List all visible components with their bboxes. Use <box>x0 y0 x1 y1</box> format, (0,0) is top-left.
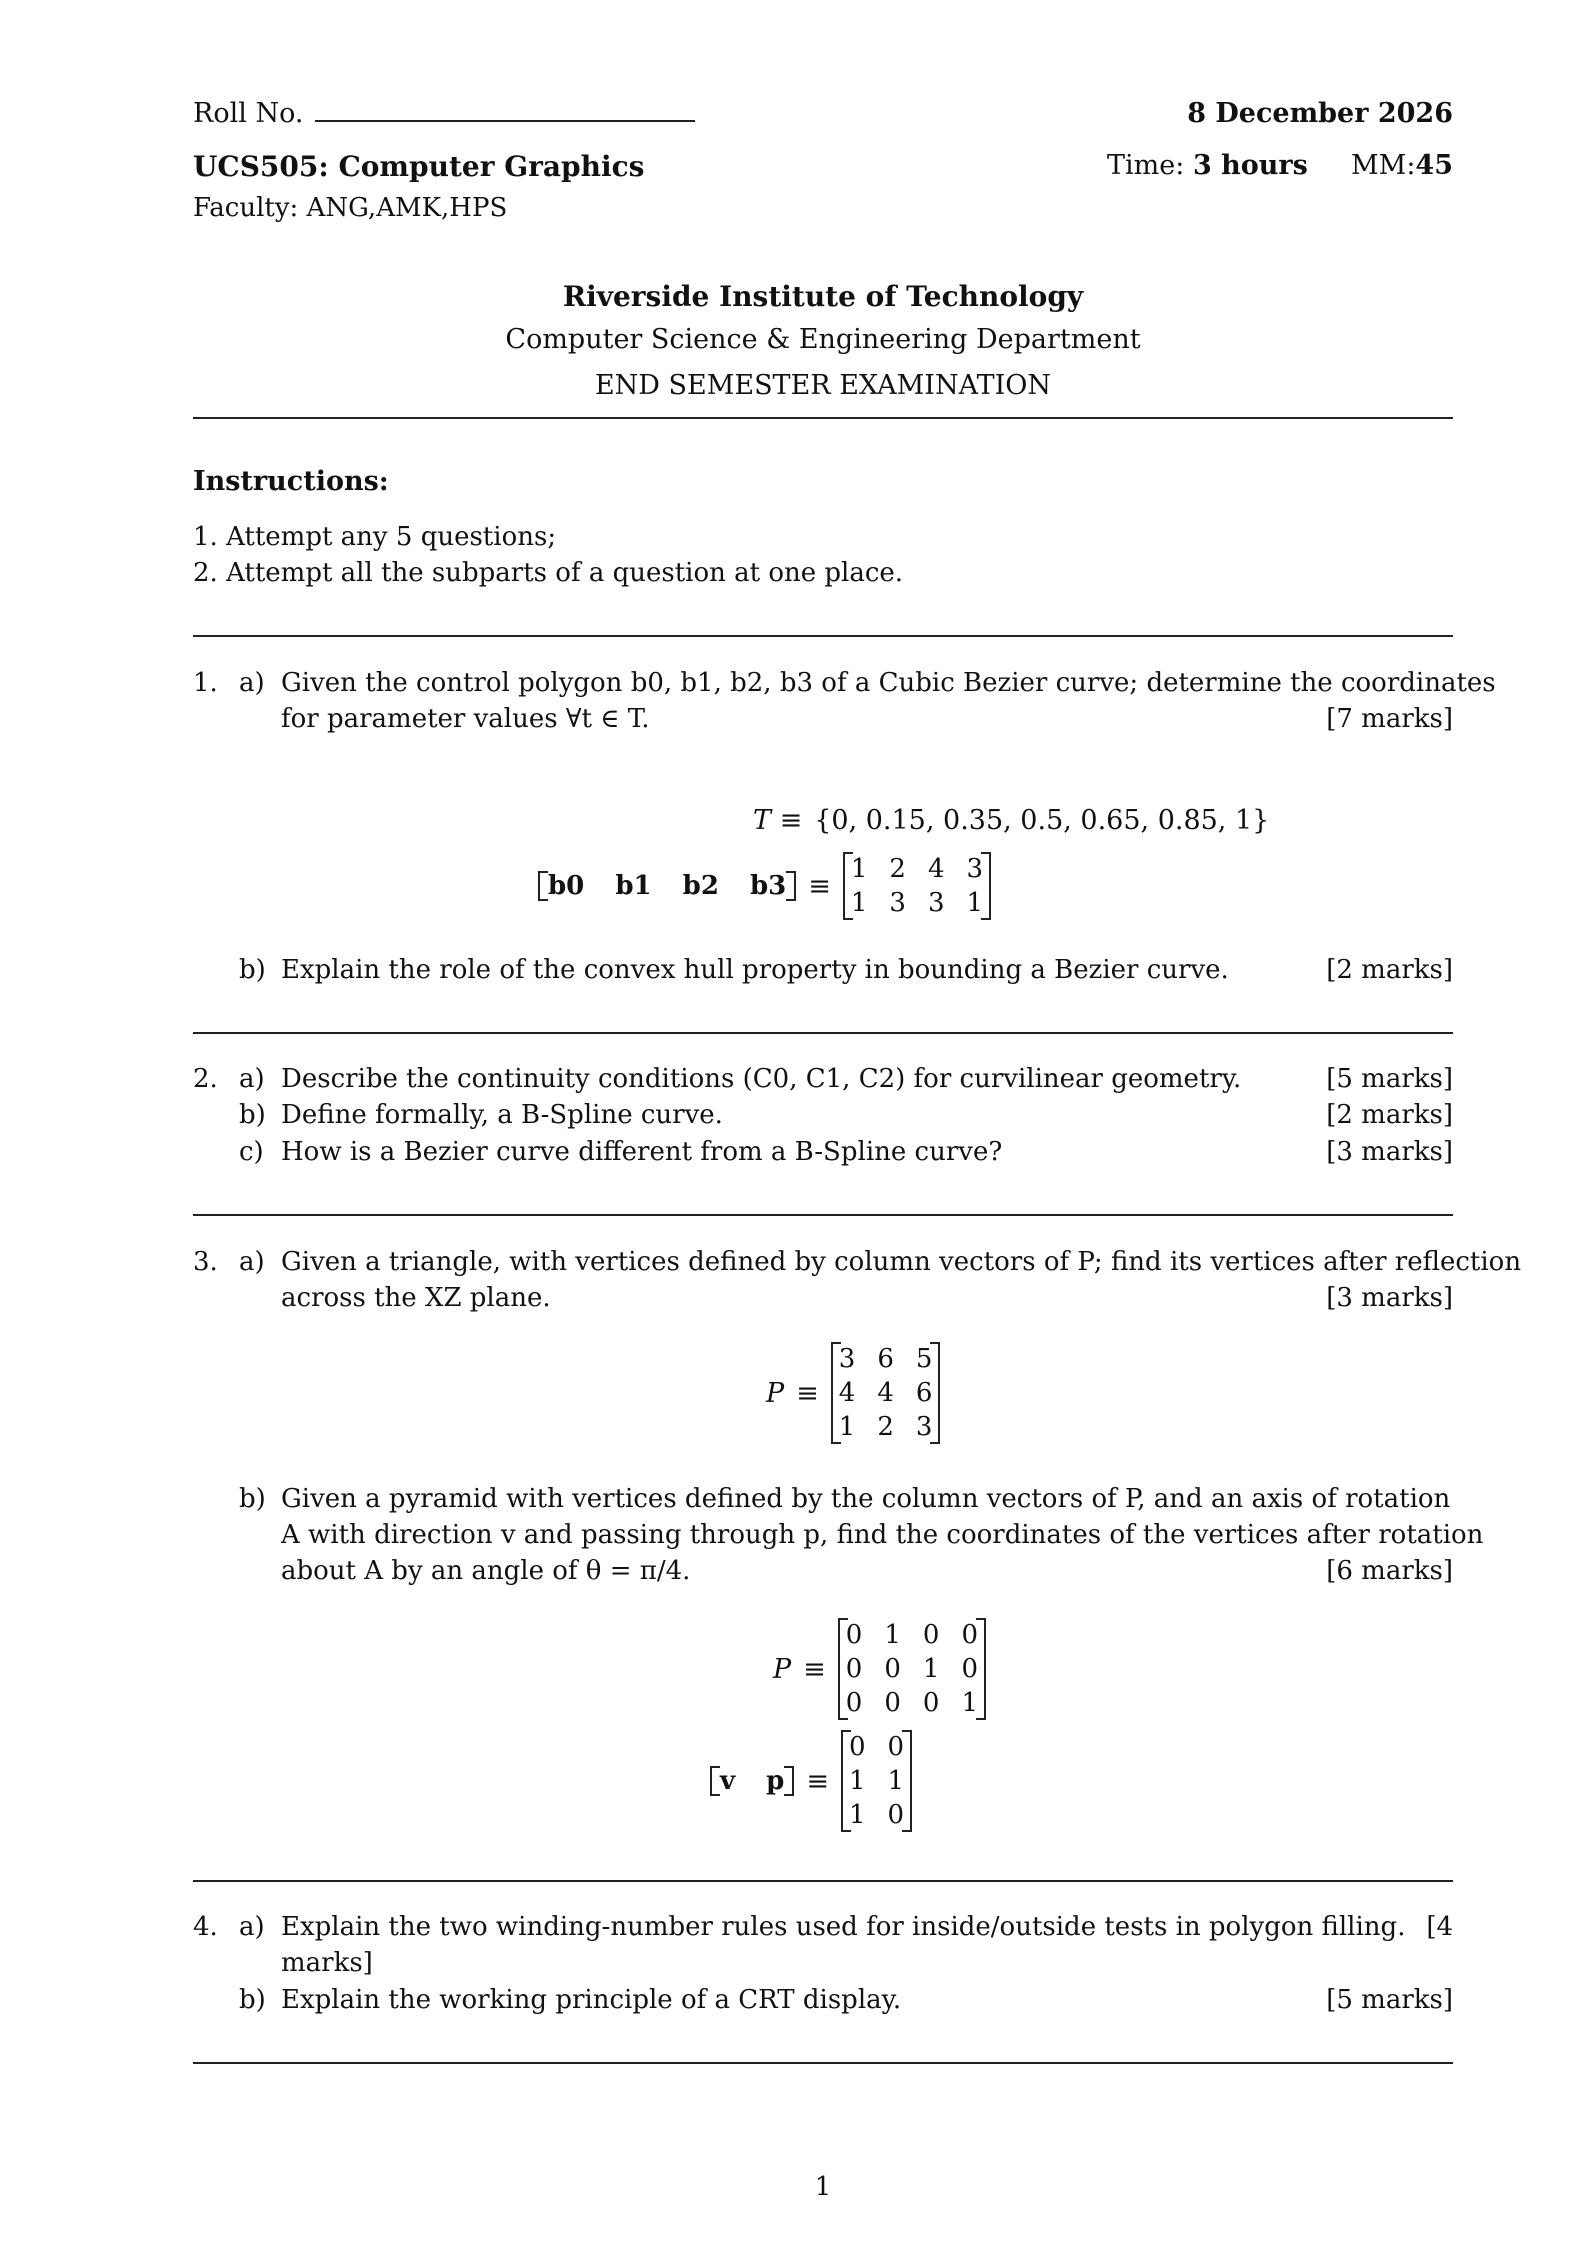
matrix-name: P <box>766 1377 785 1409</box>
time-and-marks <box>1107 150 1453 181</box>
roll-label: Roll No. <box>193 98 304 129</box>
matrix-cell: 1 <box>961 1688 978 1718</box>
question-text: Given the control polygon b0, b1, b2, b3 of a Cubic Bezier curve; determine the coordinates <box>281 668 1496 698</box>
divider <box>193 1214 1453 1216</box>
matrix-cell: 0 <box>887 1732 905 1762</box>
marks-label: marks] <box>281 1948 373 1978</box>
instruction-item: 2. Attempt all the subparts of a question at one place. <box>193 558 904 588</box>
matrix-cell: 1 <box>887 1766 905 1796</box>
matrix-cell: 4 <box>927 854 945 884</box>
matrix-cell: 3 <box>966 854 984 884</box>
marks-label: [3 marks] <box>1326 1137 1453 1167</box>
divider <box>193 417 1453 419</box>
question-text: Describe the continuity conditions (C0, C1, C2) for curvilinear geometry. <box>281 1064 1242 1094</box>
matrix-cell: 4 <box>838 1378 856 1408</box>
matrix-cell: 0 <box>922 1688 940 1718</box>
marks-label: [4 <box>1426 1912 1453 1942</box>
divider <box>193 1880 1453 1882</box>
matrix-cell: 1 <box>922 1654 940 1684</box>
exam-title: END SEMESTER EXAMINATION <box>594 370 1052 401</box>
marks-label: [2 marks] <box>1326 955 1453 985</box>
subpart-label: a) <box>239 1064 265 1094</box>
question-text: Explain the two winding-number rules used for inside/outside tests in polygon filling. <box>281 1912 1406 1942</box>
control-points-equation <box>538 852 991 920</box>
course-title: UCS505: Computer Graphics <box>193 150 645 183</box>
exam-page <box>193 0 1522 2245</box>
equiv-symbol: ≡ <box>803 1653 826 1685</box>
matrix-cell: 0 <box>884 1654 901 1684</box>
equiv-symbol: ≡ <box>808 870 831 902</box>
question-text: Define formally, a B-Spline curve. <box>281 1100 723 1130</box>
matrix-name: P <box>773 1653 792 1685</box>
matrix-cell: 0 <box>848 1732 866 1762</box>
subpart-label: b) <box>239 955 266 985</box>
question-text: Given a pyramid with vertices defined by the column vectors of P, and an axis of rotation <box>281 1484 1451 1514</box>
matrix-cell: 1 <box>966 888 984 918</box>
matrix-cell: 0 <box>887 1800 905 1830</box>
matrix-cell: 0 <box>845 1688 863 1718</box>
max-marks-label: MM: <box>1351 150 1416 181</box>
axis-vector: v p <box>710 1766 794 1796</box>
matrix-cell: 2 <box>877 1412 894 1442</box>
axis-matrix-equation <box>710 1730 912 1832</box>
question-text: across the XZ plane. <box>281 1283 551 1313</box>
divider <box>193 635 1453 637</box>
question-text: Explain the working principle of a CRT display. <box>281 1985 902 2015</box>
matrix-cell: 1 <box>884 1620 901 1650</box>
time-label: Time: <box>1107 150 1185 181</box>
equiv-symbol: ≡ <box>806 1765 829 1797</box>
instructions-title: Instructions: <box>193 466 389 497</box>
matrix-cell: 0 <box>884 1688 901 1718</box>
parameter-set-T <box>753 805 1269 836</box>
equiv-symbol: ≡ <box>796 1377 819 1409</box>
set-lhs: T ≡ <box>753 805 803 836</box>
matrix-cell: 0 <box>961 1654 978 1684</box>
matrix-cell: 4 <box>877 1378 894 1408</box>
divider <box>193 2062 1453 2064</box>
matrix-cell: 1 <box>850 854 868 884</box>
matrix-cell: 3 <box>889 888 906 918</box>
institute-name: Riverside Institute of Technology <box>562 280 1084 313</box>
matrix-cell: 3 <box>915 1412 933 1442</box>
question-text: about A by an angle of θ = π/4. <box>281 1556 691 1586</box>
question-number: 2. <box>193 1064 218 1094</box>
matrix-cell: 1 <box>850 888 868 918</box>
triangle-vertices-matrix <box>831 1342 941 1444</box>
matrix-cell: 3 <box>927 888 945 918</box>
roll-number-field <box>193 98 695 129</box>
matrix-cell: 0 <box>922 1620 940 1650</box>
question-number: 3. <box>193 1247 218 1277</box>
question-text: A with direction v and passing through p, find the coordinates of the vertices after rotation <box>281 1520 1484 1550</box>
matrix-cell: 5 <box>915 1344 933 1374</box>
triangle-matrix-equation <box>766 1342 940 1444</box>
time-value: 3 hours <box>1192 150 1308 181</box>
subpart-label: a) <box>239 668 265 698</box>
matrix-cell: 1 <box>848 1800 866 1830</box>
matrix-cell: 3 <box>838 1344 856 1374</box>
matrix-cell: 1 <box>838 1412 856 1442</box>
matrix-cell: 0 <box>845 1620 863 1650</box>
marks-label: [6 marks] <box>1326 1556 1453 1586</box>
axis-matrix <box>841 1730 912 1832</box>
matrix-cell: 0 <box>845 1654 863 1684</box>
instruction-item: 1. Attempt any 5 questions; <box>193 522 557 552</box>
control-points-vector: b0 b1 b2 b3 <box>538 871 796 901</box>
set-values: {0, 0.15, 0.35, 0.5, 0.65, 0.85, 1} <box>814 805 1270 836</box>
subpart-label: a) <box>239 1247 265 1277</box>
question-text: Given a triangle, with vertices defined by column vectors of P; find its vertices after reflection <box>281 1247 1522 1277</box>
marks-label: [7 marks] <box>1326 704 1453 734</box>
subpart-label: b) <box>239 1985 266 2015</box>
question-text: How is a Bezier curve different from a B-Spline curve? <box>281 1137 1003 1167</box>
question-text: Explain the role of the convex hull property in bounding a Bezier curve. <box>281 955 1229 985</box>
matrix-cell: 2 <box>889 854 906 884</box>
control-points-matrix <box>843 852 991 920</box>
marks-label: [5 marks] <box>1326 1064 1453 1094</box>
subpart-label: b) <box>239 1484 266 1514</box>
pyramid-matrix-equation <box>773 1618 986 1720</box>
matrix-cell: 1 <box>848 1766 866 1796</box>
exam-date: 8 December 2026 <box>1187 98 1453 129</box>
question-text: for parameter values ∀t ∈ T. <box>281 704 650 734</box>
matrix-cell: 0 <box>961 1620 978 1650</box>
page-number: 1 <box>814 2172 832 2202</box>
matrix-cell: 6 <box>915 1378 933 1408</box>
matrix-cell: 6 <box>877 1344 894 1374</box>
subpart-label: b) <box>239 1100 266 1130</box>
question-number: 1. <box>193 668 218 698</box>
divider <box>193 1032 1453 1034</box>
pyramid-vertices-matrix <box>838 1618 986 1720</box>
subpart-label: c) <box>239 1137 264 1167</box>
marks-label: [3 marks] <box>1326 1283 1453 1313</box>
department-name: Computer Science & Engineering Department <box>505 324 1141 355</box>
subpart-label: a) <box>239 1912 265 1942</box>
faculty-line: Faculty: ANG,AMK,HPS <box>193 193 508 223</box>
marks-label: [2 marks] <box>1326 1100 1453 1130</box>
question-number: 4. <box>193 1912 218 1942</box>
marks-label: [5 marks] <box>1326 1985 1453 2015</box>
roll-number-line <box>315 100 695 122</box>
max-marks-value: 45 <box>1415 150 1453 181</box>
